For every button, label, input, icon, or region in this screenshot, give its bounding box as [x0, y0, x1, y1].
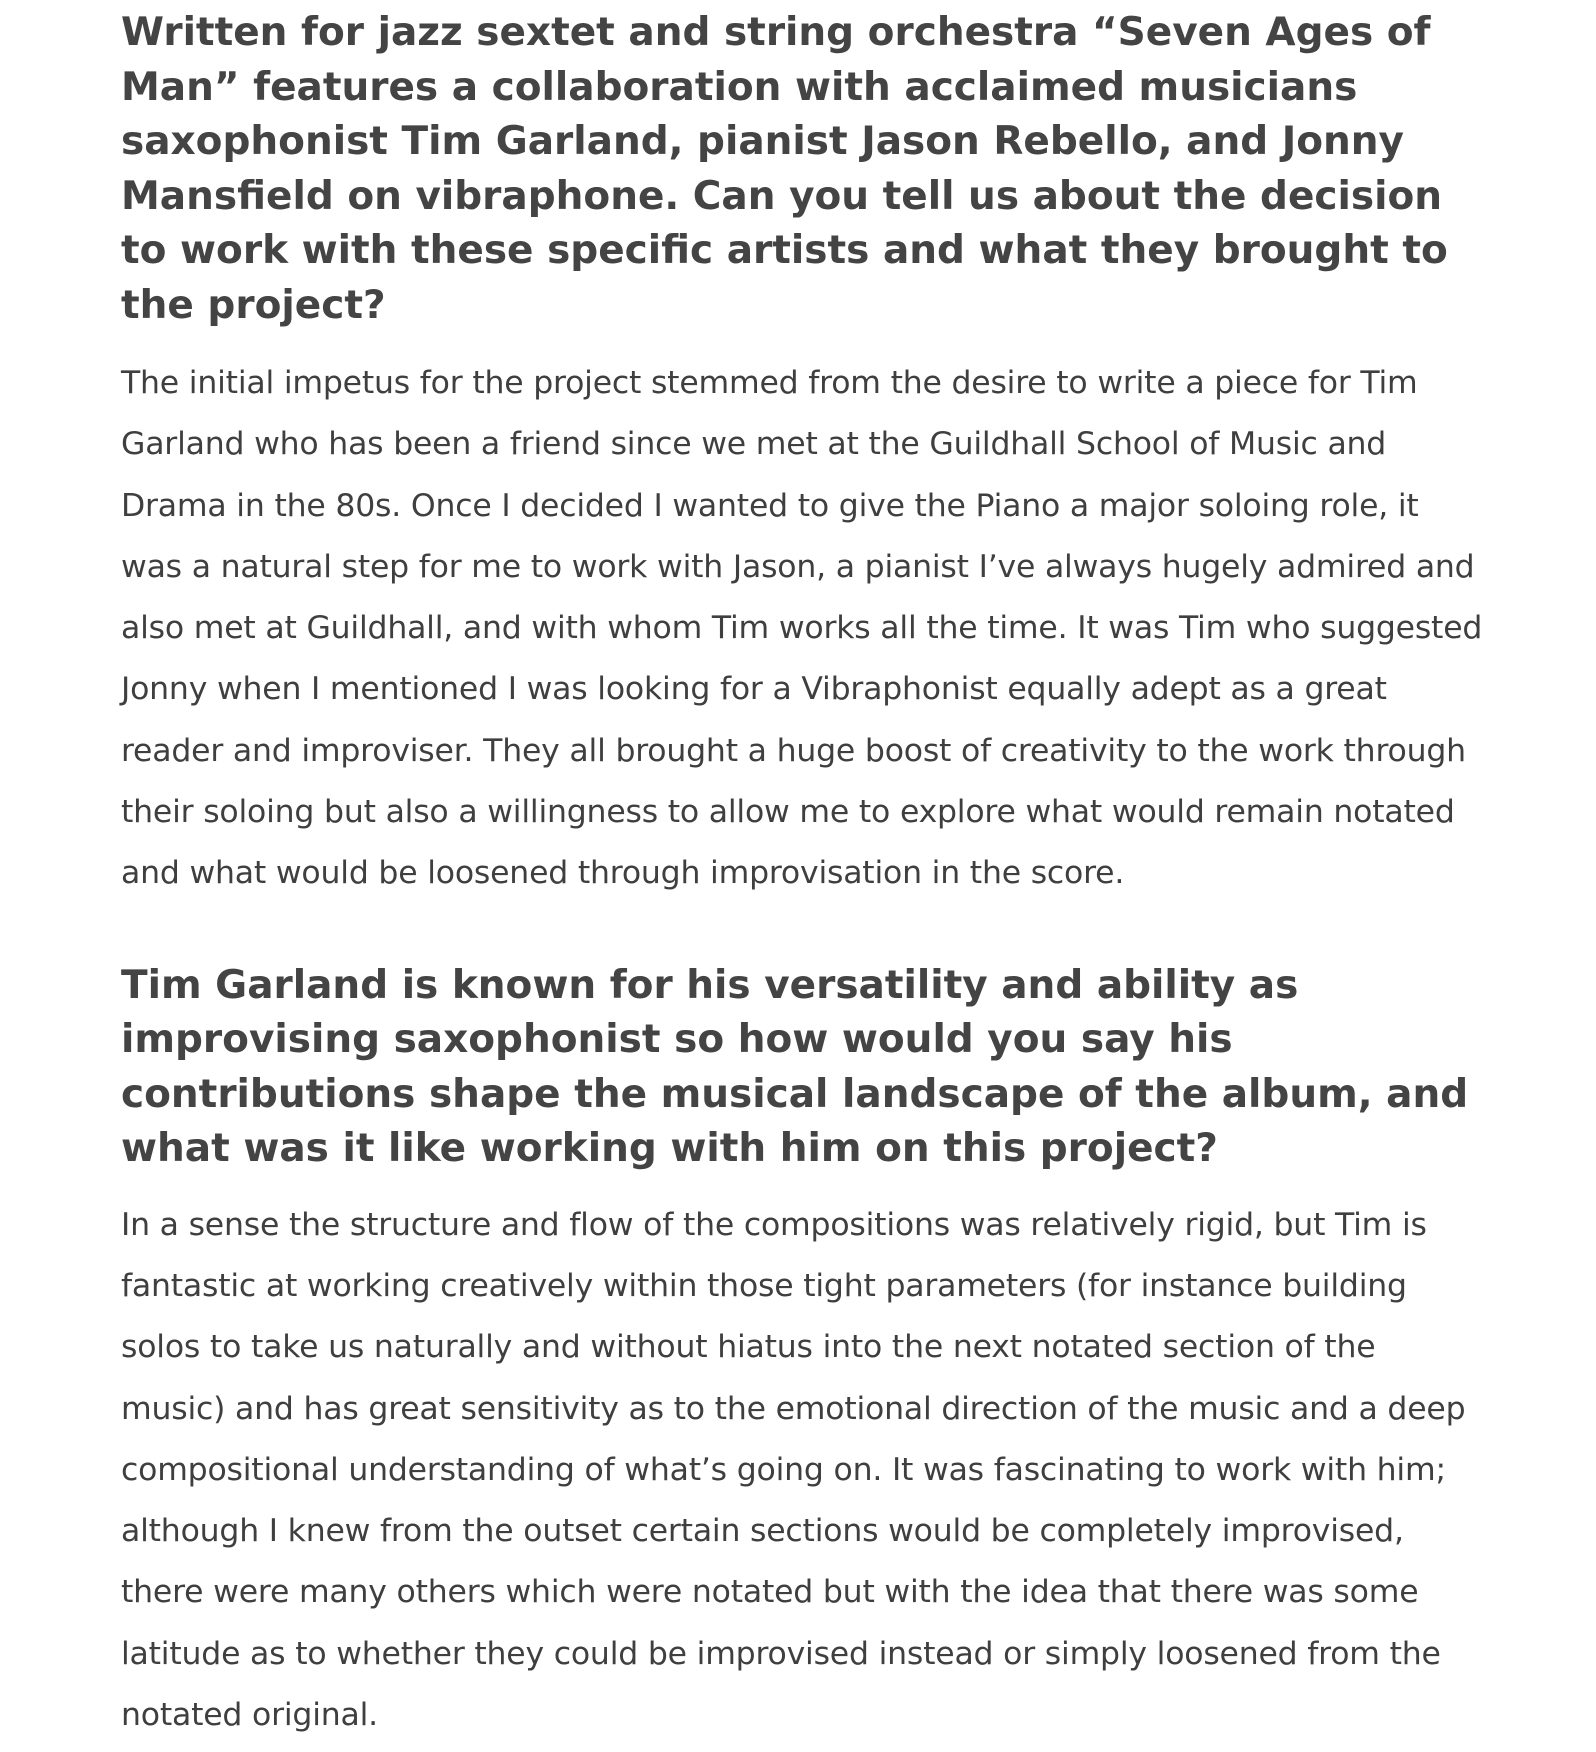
interview-question-seven-ages: Written for jazz sextet and string orchestra “Seven Ages of Man” features a collaboration with acclaimed musicians saxophonist Tim Garland, pianist Jason Rebello, and Jonny Mansfield on vibraphone. Can you tell us about the decision to work with these specific artists and what they brought to the project?: [121, 10, 1448, 328]
interview-answer-seven-ages: The initial impetus for the project stemmed from the desire to write a piece for Tim Garland who has been a friend since we met at the Guildhall School of Music and Drama in the 80s. Once I decided I wanted to give the Piano a major soloing role, it was a natural step for me to work with Jason, a pianist I’ve always hugely admired and also met at Guildhall, and with whom Tim works all the time. It was Tim who suggested Jonny when I mentioned I was looking for a Vibraphonist equally adept as a great reader and improviser. They all brought a huge boost of creativity to the work through their soloing but also a willingness to allow me to explore what would remain notated and what would be loosened through improvisation in the score.: [121, 365, 1483, 892]
interview-answer-tim-garland: In a sense the structure and flow of the compositions was relatively rigid, but Tim is fantastic at working creatively within those tight parameters (for instance building solos to take us naturally and without hiatus into the next notated section of the music) and has great sensitivity as to the emotional direction of the music and a deep compositional understanding of what’s going on. It was fascinating to work with him; although I knew from the outset certain sections would be completely improvised, there were many others which were notated but with the idea that there was some latitude as to whether they could be improvised instead or simply loosened from the notated original.: [121, 1206, 1466, 1734]
interview-question-tim-garland: Tim Garland is known for his versatility and ability as improvising saxophonist so how would you say his contributions shape the musical landscape of the album, and what was it like working with him on this project?: [121, 962, 1469, 1172]
article-body: [121, 0, 1486, 1746]
